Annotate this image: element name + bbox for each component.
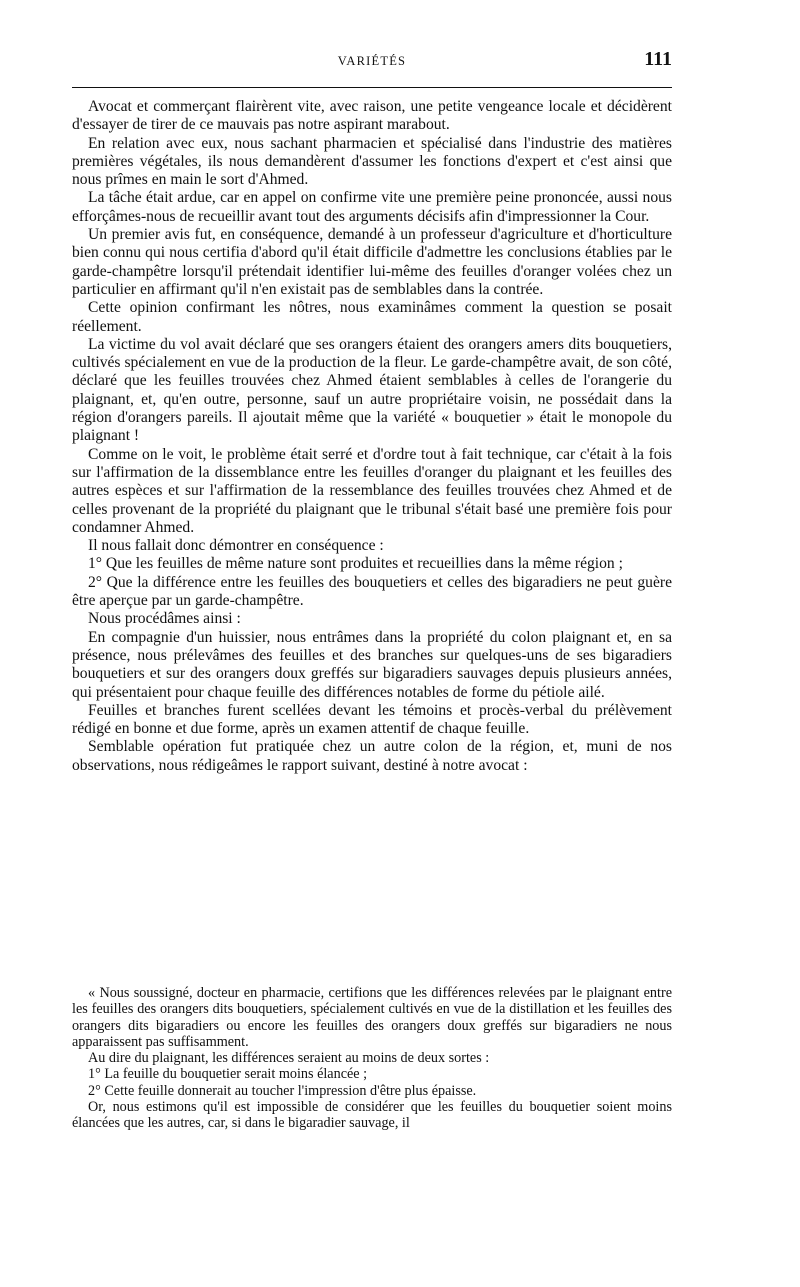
running-title: VARIÉTÉS: [337, 54, 407, 68]
quote-list-item: 2° Cette feuille donnerait au toucher l'impression d'être plus épaisse.: [88, 1082, 477, 1099]
list-item: 1° Que les feuilles de même nature sont produites et recueillies dans la même région ;: [88, 555, 623, 573]
paragraph: Feuilles et branches furent scellées devant les témoins et procès-verbal du prélèvement rédigé en bonne et due forme, après un examen attentif de chaque feuille.: [72, 701, 672, 738]
paragraph: Comme on le voit, le problème était serré et d'ordre tout à fait technique, car c'était à la fois sur l'affirmation de la dissemblance entre les feuilles d'oranger du plaignant et les feuilles des autres espèces et sur l'affirmation de la ressemblance des feuilles trouvées chez Ahmed et de celles provenant de la propriété du plaignant que le tribunal s'était basé une première fois pour condamner Ahmed.: [72, 445, 672, 536]
paragraph: En relation avec eux, nous sachant pharmacien et spécialisé dans l'industrie des matières premières végétales, ils nous demandèrent d'assumer les fonctions d'expert et c'est ainsi que nous prîmes en main le sort d'Ahmed.: [72, 134, 672, 189]
paragraph: Semblable opération fut pratiquée chez un autre colon de la région, et, muni de nos observations, nous rédigeâmes le rapport suivant, destiné à notre avocat :: [72, 738, 672, 774]
paragraph: La victime du vol avait déclaré que ses orangers étaient des orangers amers dits bouquetiers, cultivés spécialement en vue de la production de la fleur. Le garde-champêtre avait, de son côté, déclaré que les feuilles trouvées chez Ahmed étaient semblables à celles de l'orangerie du plaignant, et, qu'en outre, personne, sauf un autre propriétaire voisin, ne possédait dans la région d'orangers pareils. Il ajoutait même que la variété « bouquetier » était le monopole du plaignant !: [72, 335, 672, 445]
quote-paragraph: « Nous soussigné, docteur en pharmacie, certifions que les différences relevées par le plaignant entre les feuilles des orangers dits bouquetiers, spécialement cultivés en vue de la distillation et les feuilles des orangers dits bigaradiers ou encore les feuilles des orangers doux greffés sur bigaradiers ne nous apparaissent pas suffisamment.: [72, 985, 672, 1050]
list-item: 2° Que la différence entre les feuilles des bouquetiers et celles des bigaradiers ne peut guère être aperçue par un garde-champêtre.: [72, 573, 672, 610]
quoted-report: [72, 985, 672, 1132]
paragraph: En compagnie d'un huissier, nous entrâmes dans la propriété du colon plaignant et, en sa présence, nous prélevâmes des feuilles et des branches sur quelques-uns de ses bigaradiers bouquetiers et sur des orangers doux greffés sur bigaradiers sauvages depuis plusieurs années, qui présentaient pour chaque feuille des différences notables de forme du pétiole ailé.: [72, 628, 672, 701]
quote-paragraph: Or, nous estimons qu'il est impossible de considérer que les feuilles du bouquetier soient moins élancées que les autres, car, si dans le bigaradier sauvage, il: [72, 1099, 672, 1132]
paragraph: Nous procédâmes ainsi :: [88, 610, 241, 628]
header-rule: [72, 87, 672, 88]
page-number: 111: [644, 48, 672, 70]
paragraph: Avocat et commerçant flairèrent vite, avec raison, une petite vengeance locale et décidèrent d'essayer de tirer de ce mauvais pas notre aspirant marabout.: [72, 98, 672, 134]
paragraph: La tâche était ardue, car en appel on confirme vite une première peine prononcée, aussi nous efforçâmes-nous de recueillir avant tout des arguments décisifs afin d'impressionner la Cour.: [72, 189, 672, 225]
paragraph: Cette opinion confirmant les nôtres, nous examinâmes comment la question se posait réellement.: [72, 299, 672, 335]
paragraph: Il nous fallait donc démontrer en conséquence :: [88, 537, 384, 555]
main-text: [72, 98, 672, 775]
paragraph: Un premier avis fut, en conséquence, demandé à un professeur d'agriculture et d'horticulture bien connu qui nous certifia d'abord qu'il était difficile d'admettre les conclusions établies par le garde-champêtre lorsqu'il prétendait identifier lui-même des feuilles d'oranger volées chez un particulier en affirmant qu'il n'en existait pas de semblables dans la contrée.: [72, 226, 672, 298]
quote-paragraph: Au dire du plaignant, les différences seraient au moins de deux sortes :: [88, 1050, 490, 1067]
quote-list-item: 1° La feuille du bouquetier serait moins élancée ;: [88, 1066, 368, 1083]
page-header: [72, 48, 672, 78]
